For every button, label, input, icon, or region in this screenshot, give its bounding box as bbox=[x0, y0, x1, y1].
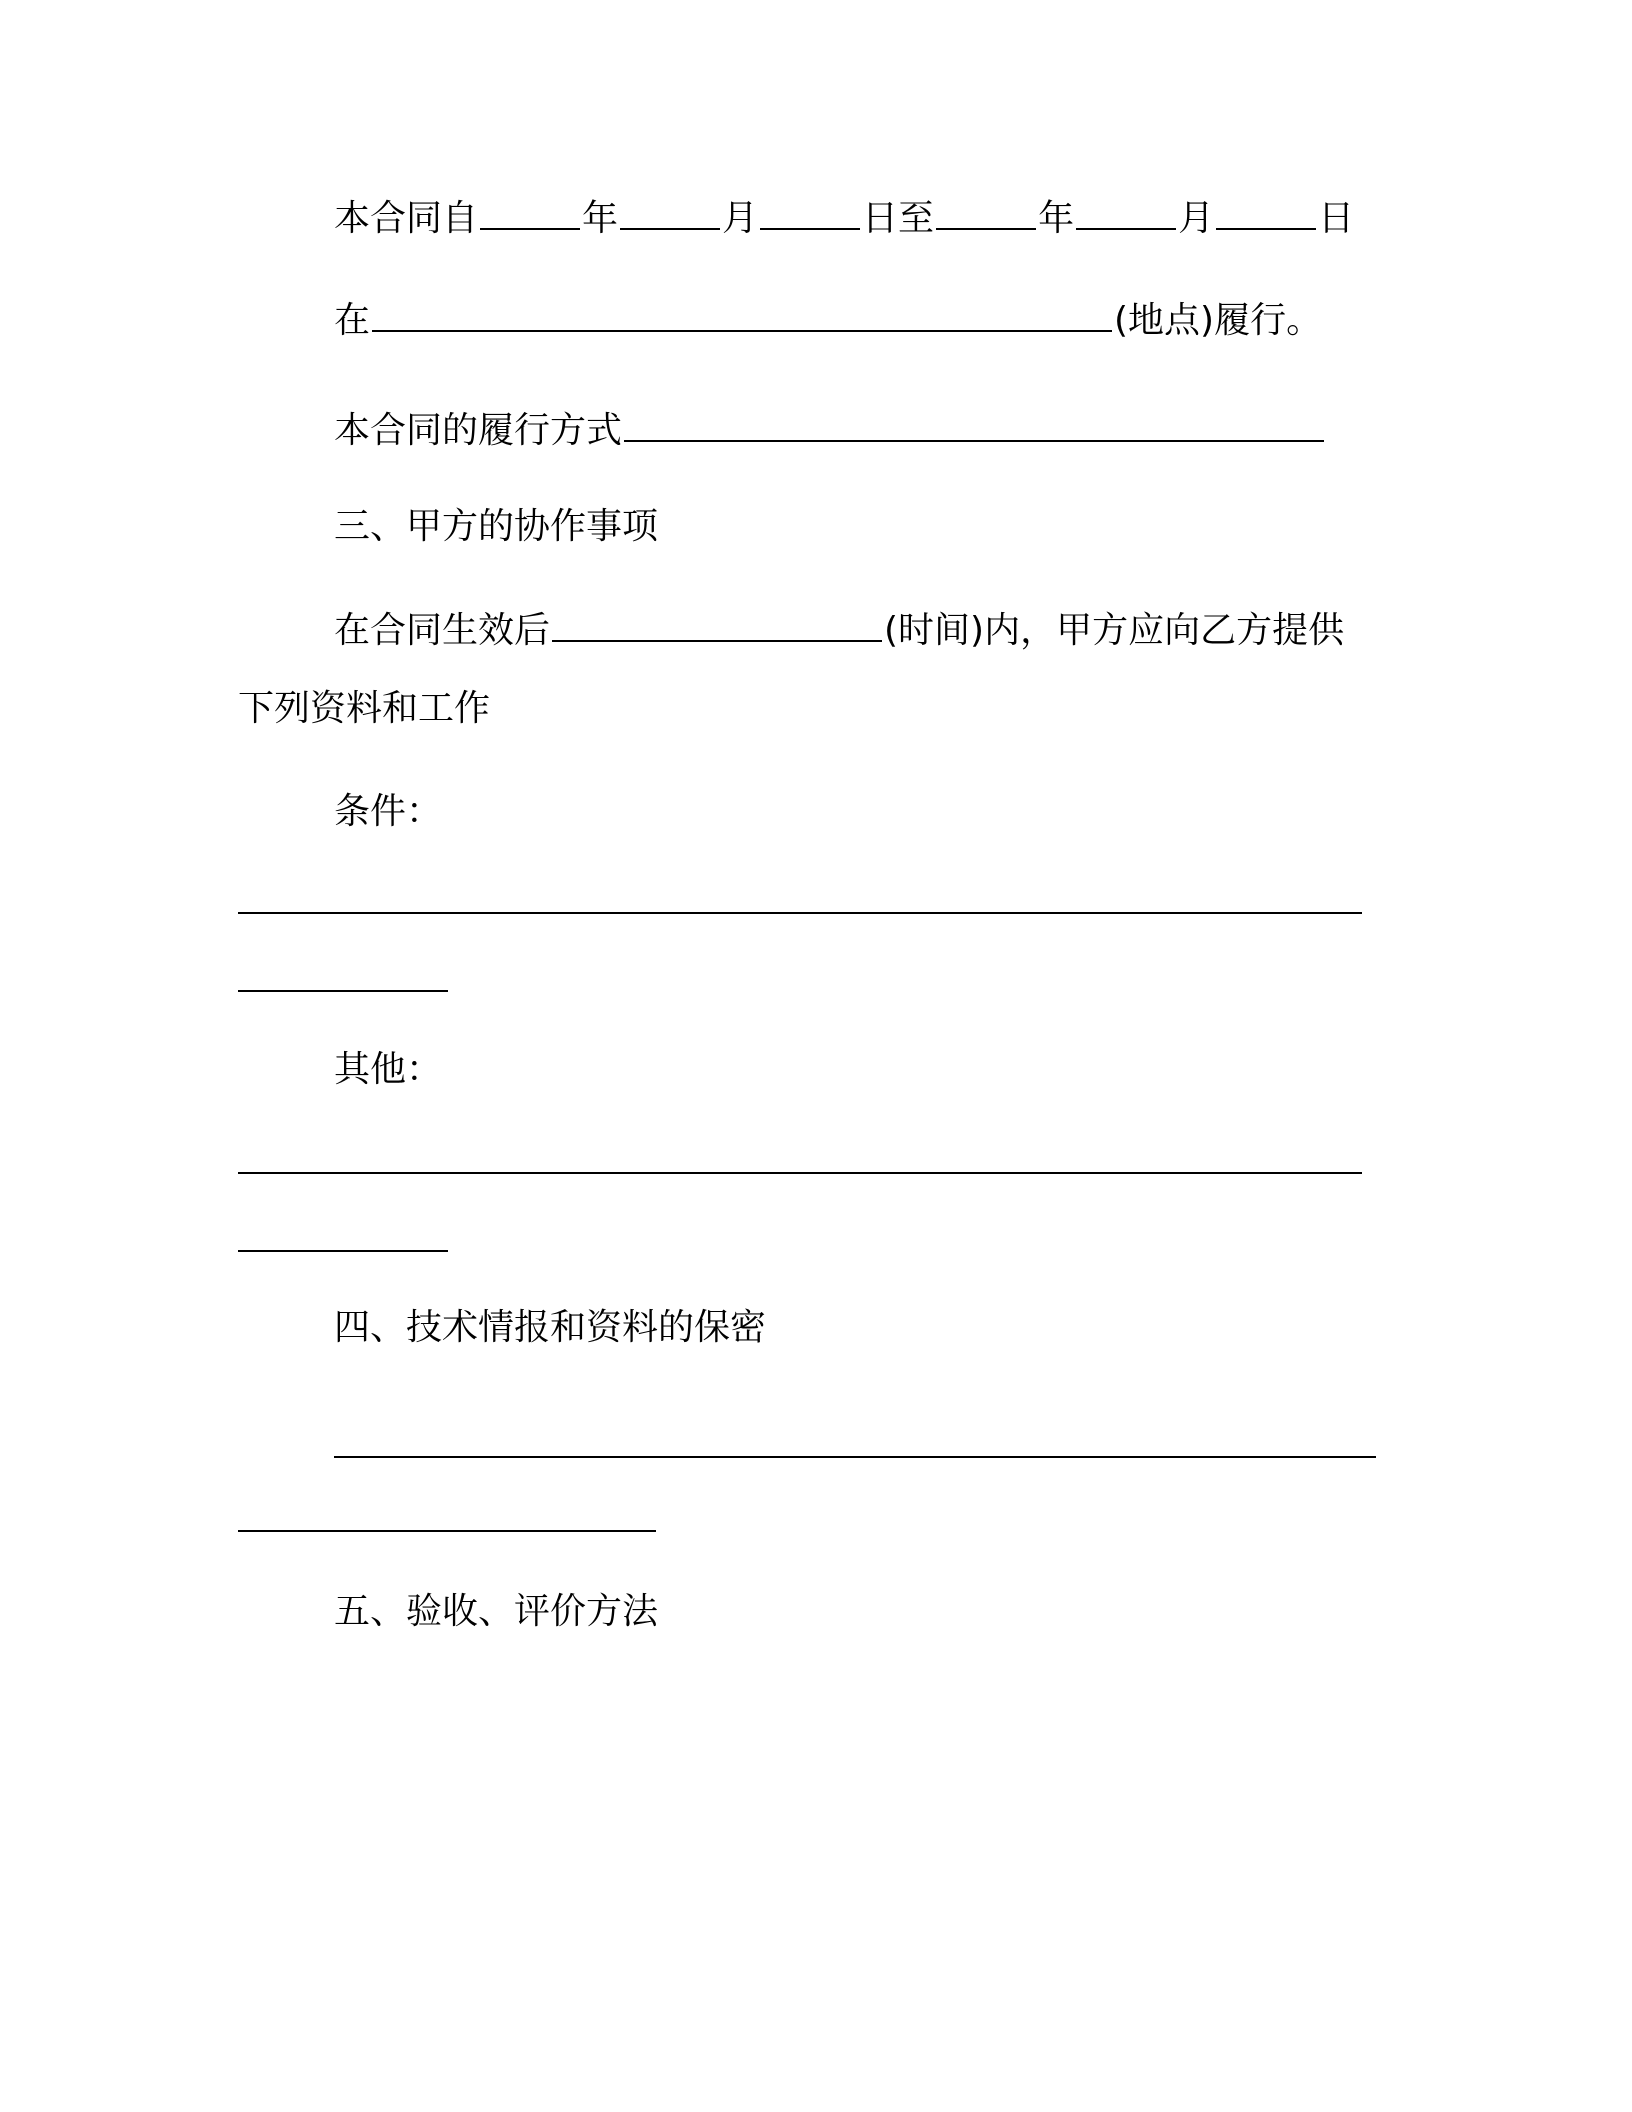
end-day-blank[interactable] bbox=[1216, 196, 1316, 230]
day-label-2: 日 bbox=[1318, 198, 1355, 239]
others-blank-line-1[interactable] bbox=[238, 1172, 1362, 1174]
performance-method-blank[interactable] bbox=[624, 408, 1324, 442]
others-blank-line-2[interactable] bbox=[238, 1250, 448, 1252]
cooperation-prefix: 在合同生效后 bbox=[334, 610, 551, 651]
performance-method-label: 本合同的履行方式 bbox=[334, 410, 623, 451]
confidentiality-blank-line-2[interactable] bbox=[238, 1530, 656, 1532]
month-label: 月 bbox=[722, 198, 759, 239]
location-line bbox=[334, 298, 1322, 343]
confidentiality-blank-line-1[interactable] bbox=[334, 1456, 1376, 1458]
materials-line: 下列资料和工作 bbox=[238, 688, 491, 729]
others-label: 其他： bbox=[334, 1049, 443, 1090]
conditions-label: 条件： bbox=[334, 791, 443, 832]
start-year-blank[interactable] bbox=[480, 196, 580, 230]
location-prefix: 在 bbox=[334, 300, 371, 341]
month-label-2: 月 bbox=[1178, 198, 1215, 239]
cooperation-time-blank[interactable] bbox=[552, 608, 882, 642]
conditions-blank-line-2[interactable] bbox=[238, 990, 448, 992]
year-label: 年 bbox=[582, 198, 619, 239]
start-month-blank[interactable] bbox=[620, 196, 720, 230]
location-blank[interactable] bbox=[372, 298, 1112, 332]
start-day-blank[interactable] bbox=[760, 196, 860, 230]
contract-period-prefix: 本合同自 bbox=[334, 198, 479, 239]
year-label-2: 年 bbox=[1038, 198, 1075, 239]
conditions-blank-line-1[interactable] bbox=[238, 912, 1362, 914]
section-three-heading: 三、甲方的协作事项 bbox=[334, 506, 659, 547]
location-suffix: (地点)履行。 bbox=[1114, 300, 1323, 341]
cooperation-suffix: (时间)内，甲方应向乙方提供 bbox=[884, 610, 1345, 651]
day-to-label: 日至 bbox=[862, 198, 935, 239]
end-month-blank[interactable] bbox=[1076, 196, 1176, 230]
section-five-heading: 五、验收、评价方法 bbox=[334, 1591, 659, 1632]
section-four-heading: 四、技术情报和资料的保密 bbox=[334, 1307, 767, 1348]
cooperation-line bbox=[334, 608, 1344, 653]
contract-period-line bbox=[334, 196, 1354, 241]
end-year-blank[interactable] bbox=[936, 196, 1036, 230]
performance-method-line bbox=[334, 408, 1326, 453]
